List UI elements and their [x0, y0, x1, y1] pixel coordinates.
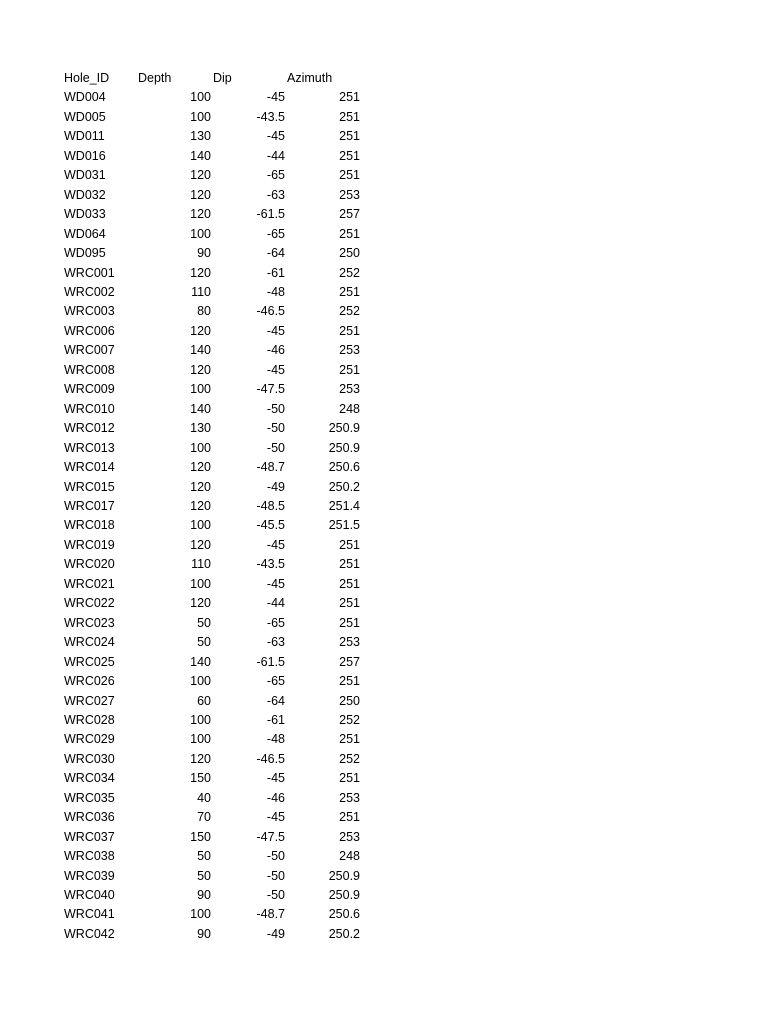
cell-dip: -45	[266, 323, 285, 338]
cell-dip: -50	[266, 421, 285, 436]
table-row	[64, 322, 360, 341]
cell-azimuth: 253	[339, 343, 360, 358]
cell-azimuth: 251	[339, 323, 360, 338]
cell-hole-id: WD004	[64, 90, 106, 105]
cell-azimuth: 250.9	[328, 421, 360, 436]
cell-azimuth: 252	[339, 265, 360, 280]
cell-azimuth: 251	[339, 810, 360, 825]
cell-dip: -45	[266, 576, 285, 591]
cell-azimuth: 251	[339, 129, 360, 144]
cell-depth: 120	[190, 498, 211, 513]
cell-depth: 100	[190, 576, 211, 591]
cell-depth: 90	[197, 926, 211, 941]
cell-hole-id: WRC008	[64, 362, 115, 377]
cell-depth: 120	[190, 187, 211, 202]
cell-azimuth: 251	[339, 732, 360, 747]
cell-depth: 100	[190, 518, 211, 533]
cell-azimuth: 251	[339, 148, 360, 163]
cell-dip: -65	[266, 615, 285, 630]
cell-hole-id: WRC035	[64, 790, 115, 805]
cell-depth: 120	[190, 537, 211, 552]
cell-azimuth: 257	[339, 207, 360, 222]
cell-azimuth: 253	[339, 829, 360, 844]
table-row	[64, 341, 360, 360]
cell-depth: 100	[190, 440, 211, 455]
cell-depth: 120	[190, 460, 211, 475]
cell-dip: -43.5	[256, 109, 285, 124]
table-row	[64, 711, 360, 730]
cell-azimuth: 251	[339, 362, 360, 377]
table-row	[64, 867, 360, 886]
cell-azimuth: 250.9	[328, 888, 360, 903]
table-row	[64, 653, 360, 672]
cell-dip: -47.5	[256, 829, 285, 844]
cell-dip: -61.5	[256, 654, 285, 669]
cell-dip: -45	[266, 810, 285, 825]
cell-hole-id: WRC027	[64, 693, 115, 708]
table-row	[64, 555, 360, 574]
cell-dip: -48.7	[256, 907, 285, 922]
table-row	[64, 400, 360, 419]
cell-depth: 50	[197, 868, 211, 883]
cell-hole-id: WRC003	[64, 304, 115, 319]
cell-depth: 120	[190, 323, 211, 338]
cell-depth: 100	[190, 712, 211, 727]
table-row	[64, 302, 360, 321]
table-row	[64, 225, 360, 244]
cell-depth: 120	[190, 265, 211, 280]
cell-dip: -50	[266, 440, 285, 455]
table-row	[64, 497, 360, 516]
cell-hole-id: WRC006	[64, 323, 115, 338]
cell-hole-id: WRC030	[64, 751, 115, 766]
cell-azimuth: 250	[339, 693, 360, 708]
cell-azimuth: 251	[339, 615, 360, 630]
cell-dip: -45	[266, 90, 285, 105]
cell-azimuth: 248	[339, 401, 360, 416]
cell-depth: 120	[190, 168, 211, 183]
cell-azimuth: 252	[339, 304, 360, 319]
cell-depth: 70	[197, 810, 211, 825]
table-row	[64, 166, 360, 185]
table-row	[64, 186, 360, 205]
cell-hole-id: WRC001	[64, 265, 115, 280]
cell-depth: 110	[191, 284, 211, 299]
cell-hole-id: WRC007	[64, 343, 115, 358]
cell-hole-id: WRC023	[64, 615, 115, 630]
cell-depth: 140	[190, 148, 211, 163]
cell-depth: 90	[197, 888, 211, 903]
cell-azimuth: 250.9	[328, 868, 360, 883]
cell-hole-id: WD095	[64, 246, 106, 261]
cell-depth: 140	[190, 343, 211, 358]
cell-dip: -47.5	[256, 382, 285, 397]
cell-azimuth: 250.6	[328, 907, 360, 922]
table-row	[64, 750, 360, 769]
cell-dip: -45	[266, 771, 285, 786]
header-dip: Dip	[213, 71, 232, 85]
cell-azimuth: 251	[339, 674, 360, 689]
cell-dip: -50	[266, 868, 285, 883]
table-row	[64, 127, 360, 146]
cell-dip: -65	[266, 226, 285, 241]
cell-dip: -61	[266, 265, 285, 280]
cell-dip: -48	[266, 732, 285, 747]
cell-depth: 100	[190, 907, 211, 922]
cell-depth: 90	[197, 246, 211, 261]
cell-hole-id: WD011	[64, 129, 105, 144]
cell-depth: 50	[197, 635, 211, 650]
cell-depth: 120	[190, 207, 211, 222]
cell-dip: -46.5	[256, 751, 285, 766]
table-row	[64, 380, 360, 399]
cell-hole-id: WRC015	[64, 479, 115, 494]
cell-hole-id: WD064	[64, 226, 106, 241]
cell-hole-id: WD016	[64, 148, 106, 163]
cell-dip: -64	[266, 246, 285, 261]
cell-azimuth: 251	[339, 109, 360, 124]
cell-dip: -46	[266, 790, 285, 805]
cell-hole-id: WRC028	[64, 712, 115, 727]
table-row	[64, 361, 360, 380]
cell-hole-id: WRC012	[64, 421, 115, 436]
table-row	[64, 925, 360, 944]
cell-azimuth: 251.5	[328, 518, 360, 533]
cell-dip: -61	[266, 712, 285, 727]
table-row	[64, 88, 360, 107]
table-row	[64, 205, 360, 224]
table-row	[64, 905, 360, 924]
cell-hole-id: WRC041	[64, 907, 115, 922]
cell-azimuth: 253	[339, 635, 360, 650]
cell-azimuth: 251	[339, 576, 360, 591]
cell-azimuth: 252	[339, 751, 360, 766]
cell-depth: 130	[190, 421, 211, 436]
cell-depth: 100	[190, 382, 211, 397]
cell-hole-id: WD005	[64, 109, 106, 124]
cell-azimuth: 252	[339, 712, 360, 727]
cell-dip: -48	[266, 284, 285, 299]
table-row	[64, 244, 360, 263]
cell-azimuth: 248	[339, 849, 360, 864]
cell-dip: -48.7	[256, 460, 285, 475]
cell-azimuth: 251	[339, 284, 360, 299]
table-row	[64, 769, 360, 788]
cell-dip: -46	[266, 343, 285, 358]
cell-depth: 100	[190, 674, 211, 689]
cell-azimuth: 250.9	[328, 440, 360, 455]
table-row	[64, 692, 360, 711]
cell-azimuth: 251	[339, 537, 360, 552]
cell-dip: -63	[266, 187, 285, 202]
cell-hole-id: WRC029	[64, 732, 115, 747]
cell-depth: 130	[190, 129, 211, 144]
table-row	[64, 730, 360, 749]
cell-depth: 150	[190, 829, 211, 844]
cell-dip: -50	[266, 888, 285, 903]
cell-depth: 120	[190, 362, 211, 377]
cell-hole-id: WRC025	[64, 654, 115, 669]
cell-azimuth: 253	[339, 382, 360, 397]
header-depth: Depth	[138, 71, 172, 85]
table-row	[64, 808, 360, 827]
table-row	[64, 672, 360, 691]
cell-dip: -45	[266, 362, 285, 377]
cell-azimuth: 251	[339, 557, 360, 572]
cell-dip: -44	[266, 596, 285, 611]
cell-depth: 120	[190, 596, 211, 611]
cell-dip: -46.5	[256, 304, 285, 319]
cell-depth: 50	[197, 615, 211, 630]
cell-azimuth: 253	[339, 790, 360, 805]
cell-dip: -45	[266, 129, 285, 144]
table-row	[64, 594, 360, 613]
cell-depth: 140	[190, 654, 211, 669]
cell-hole-id: WRC038	[64, 849, 115, 864]
cell-hole-id: WRC042	[64, 926, 115, 941]
table-body	[64, 88, 360, 944]
cell-azimuth: 250	[339, 246, 360, 261]
cell-dip: -64	[266, 693, 285, 708]
cell-dip: -44	[266, 148, 285, 163]
cell-dip: -63	[266, 635, 285, 650]
cell-hole-id: WRC039	[64, 868, 115, 883]
cell-hole-id: WD032	[64, 187, 106, 202]
cell-dip: -43.5	[256, 557, 285, 572]
cell-azimuth: 250.6	[328, 460, 360, 475]
cell-depth: 100	[190, 109, 211, 124]
cell-azimuth: 251	[339, 596, 360, 611]
cell-hole-id: WRC002	[64, 284, 115, 299]
cell-hole-id: WRC020	[64, 557, 115, 572]
cell-depth: 120	[190, 751, 211, 766]
drillhole-table-sheet	[64, 69, 360, 944]
cell-dip: -65	[266, 674, 285, 689]
cell-depth: 40	[197, 790, 211, 805]
table-row	[64, 458, 360, 477]
table-row	[64, 283, 360, 302]
table-row	[64, 633, 360, 652]
cell-depth: 120	[190, 479, 211, 494]
cell-hole-id: WRC017	[64, 498, 115, 513]
cell-dip: -48.5	[256, 498, 285, 513]
cell-dip: -50	[266, 401, 285, 416]
table-row	[64, 789, 360, 808]
table-row	[64, 536, 360, 555]
table-row	[64, 828, 360, 847]
cell-depth: 100	[190, 732, 211, 747]
cell-hole-id: WRC026	[64, 674, 115, 689]
cell-depth: 150	[190, 771, 211, 786]
cell-azimuth: 251	[339, 168, 360, 183]
cell-depth: 100	[190, 90, 211, 105]
cell-hole-id: WRC036	[64, 810, 115, 825]
cell-dip: -50	[266, 849, 285, 864]
cell-depth: 50	[197, 849, 211, 864]
table-row	[64, 478, 360, 497]
cell-hole-id: WRC009	[64, 382, 115, 397]
cell-hole-id: WRC013	[64, 440, 115, 455]
cell-dip: -45.5	[256, 518, 285, 533]
table-row	[64, 419, 360, 438]
cell-azimuth: 250.2	[328, 479, 360, 494]
drillhole-table	[64, 69, 360, 944]
cell-hole-id: WRC037	[64, 829, 115, 844]
cell-depth: 100	[190, 226, 211, 241]
table-row	[64, 614, 360, 633]
cell-depth: 140	[190, 401, 211, 416]
cell-azimuth: 251	[339, 90, 360, 105]
cell-hole-id: WRC019	[64, 537, 115, 552]
table-row	[64, 108, 360, 127]
cell-depth: 80	[197, 304, 211, 319]
cell-azimuth: 250.2	[328, 926, 360, 941]
cell-depth: 110	[191, 557, 211, 572]
header-row	[64, 69, 360, 88]
cell-hole-id: WD033	[64, 207, 106, 222]
cell-dip: -49	[266, 926, 285, 941]
table-row	[64, 575, 360, 594]
cell-dip: -49	[266, 479, 285, 494]
cell-hole-id: WRC040	[64, 888, 115, 903]
cell-azimuth: 251	[339, 226, 360, 241]
table-row	[64, 264, 360, 283]
table-row	[64, 847, 360, 866]
cell-azimuth: 251	[339, 771, 360, 786]
cell-azimuth: 251.4	[328, 498, 360, 513]
table-row	[64, 886, 360, 905]
cell-hole-id: WRC018	[64, 518, 115, 533]
cell-depth: 60	[197, 693, 211, 708]
table-row	[64, 147, 360, 166]
cell-hole-id: WRC034	[64, 771, 115, 786]
cell-azimuth: 253	[339, 187, 360, 202]
table-row	[64, 516, 360, 535]
cell-hole-id: WD031	[64, 168, 106, 183]
cell-dip: -65	[266, 168, 285, 183]
cell-hole-id: WRC014	[64, 460, 115, 475]
table-row	[64, 439, 360, 458]
cell-hole-id: WRC022	[64, 596, 115, 611]
cell-dip: -61.5	[256, 207, 285, 222]
cell-dip: -45	[266, 537, 285, 552]
header-hole-id: Hole_ID	[64, 71, 110, 85]
cell-hole-id: WRC010	[64, 401, 115, 416]
cell-hole-id: WRC021	[64, 576, 115, 591]
cell-azimuth: 257	[339, 654, 360, 669]
cell-hole-id: WRC024	[64, 635, 115, 650]
header-azimuth: Azimuth	[287, 71, 333, 85]
